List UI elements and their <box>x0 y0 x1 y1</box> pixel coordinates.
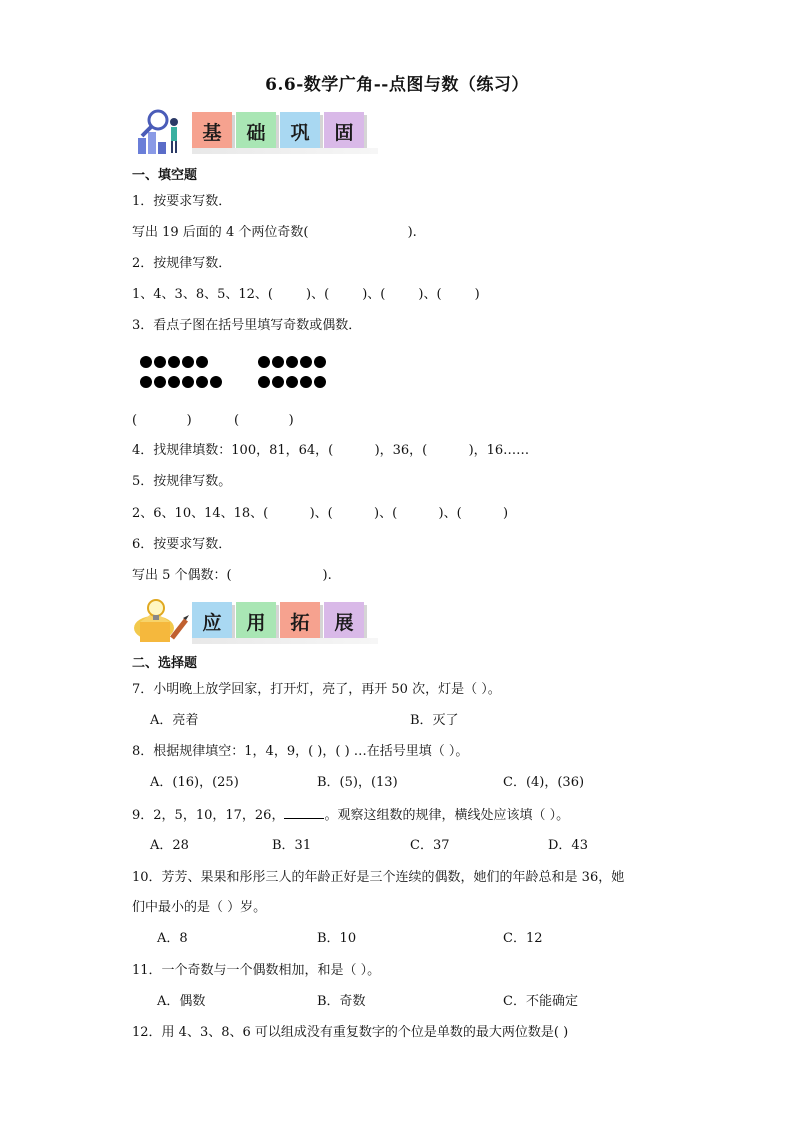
dot <box>300 376 312 388</box>
question-stem-part: 。观察这组数的规律，横线处应该填（ ）。 <box>324 808 570 823</box>
dot-row <box>258 376 326 388</box>
section-heading: 一、填空题 <box>132 168 198 183</box>
question-stem: 2．按规律写数． <box>132 256 232 271</box>
option: B．(5)，(13) <box>317 775 398 790</box>
question-stem: 5．按规律写数。 <box>132 474 232 489</box>
question-stem: 7．小明晚上放学回家，打开灯，亮了，再开 50 次，灯是（ ）。 <box>132 682 501 697</box>
banner-tile: 应 <box>192 602 232 640</box>
answer-bracket: ( ) <box>132 413 192 428</box>
dot <box>154 376 166 388</box>
option: B．31 <box>272 838 312 853</box>
dot <box>196 376 208 388</box>
dot <box>154 356 166 368</box>
dot <box>196 356 208 368</box>
dot <box>272 356 284 368</box>
option: D．43 <box>548 838 588 853</box>
option: C．(4)，(36) <box>503 775 585 790</box>
option: A．8 <box>157 931 188 946</box>
banner-tile: 固 <box>324 112 364 150</box>
banner-tile: 拓 <box>280 602 320 640</box>
question-text: 4．找规律填数：100，81，64，( )，36，( )，16…… <box>132 443 530 458</box>
page-title: 6.6-数学广角--点图与数（练习） <box>265 75 529 95</box>
question-stem: 10．芳芳、果果和彤彤三人的年龄正好是三个连续的偶数，她们的年龄总和是 36，她 <box>132 870 625 885</box>
question-stem: 3．看点子图在括号里填写奇数或偶数． <box>132 318 362 333</box>
banner-tile: 展 <box>324 602 364 640</box>
dot <box>140 356 152 368</box>
dot-row <box>140 376 222 388</box>
dot <box>286 356 298 368</box>
option: A．28 <box>150 838 189 853</box>
banner-tile: 础 <box>236 112 276 150</box>
question-stem-part: 9．2，5，10，17，26， <box>132 808 285 823</box>
question-text: 1、4、3、8、5、12、( )、( )、( )、( ) <box>132 287 480 302</box>
option: A．亮着 <box>150 713 199 728</box>
dot <box>314 356 326 368</box>
option: C．12 <box>503 931 543 946</box>
dot <box>140 376 152 388</box>
dot <box>182 356 194 368</box>
dot <box>300 356 312 368</box>
option: B．奇数 <box>317 994 366 1009</box>
answer-bracket: ( ) <box>234 413 294 428</box>
question-stem: 8．根据规律填空：1，4，9，( )，( ) …在括号里填（ ）。 <box>132 744 469 759</box>
banner-tile: 巩 <box>280 112 320 150</box>
dot <box>258 376 270 388</box>
question-stem: 11．一个奇数与一个偶数相加，和是（ ）。 <box>132 963 381 978</box>
dot <box>210 376 222 388</box>
question-stem: 们中最小的是（ ）岁。 <box>132 900 267 915</box>
banner-tile: 基 <box>192 112 232 150</box>
lightbulb-box-icon <box>132 598 190 646</box>
dot <box>168 376 180 388</box>
question-stem <box>132 806 569 825</box>
dot-row <box>140 356 208 368</box>
option: A．偶数 <box>157 994 206 1009</box>
option: C．37 <box>410 838 450 853</box>
dot <box>272 376 284 388</box>
question-text: 写出 5 个偶数：( ). <box>132 568 332 583</box>
section-heading: 二、选择题 <box>132 656 198 671</box>
option: B．10 <box>317 931 357 946</box>
dot <box>286 376 298 388</box>
question-stem: 12．用 4、3、8、6 可以组成没有重复数字的个位是单数的最大两位数是( ) <box>132 1025 569 1040</box>
banner-tile: 用 <box>236 602 276 640</box>
answer-blank <box>284 806 324 819</box>
dot <box>314 376 326 388</box>
question-stem: 1．按要求写数． <box>132 194 232 209</box>
question-stem: 6．按要求写数． <box>132 537 232 552</box>
magnifier-chart-icon <box>132 108 188 156</box>
question-text: 写出 19 后面的 4 个两位奇数( ). <box>132 225 417 240</box>
option: A．(16)，(25) <box>150 775 239 790</box>
dot <box>182 376 194 388</box>
dot <box>258 356 270 368</box>
question-text: 2、6、10、14、18、( )、( )、( )、( ) <box>132 506 509 521</box>
dot-row <box>258 356 326 368</box>
option: C．不能确定 <box>503 994 578 1009</box>
banner-shelf <box>192 638 378 644</box>
option: B．灭了 <box>410 713 459 728</box>
banner-shelf <box>192 148 378 154</box>
dot <box>168 356 180 368</box>
